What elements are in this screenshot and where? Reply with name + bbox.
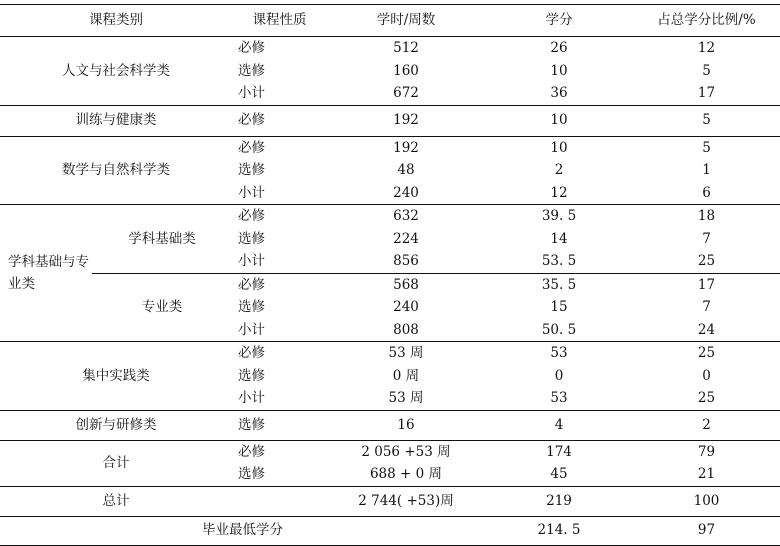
nature-cell: 小计 <box>232 387 327 410</box>
ratio-cell: 79 <box>697 443 716 460</box>
category-discipline: 学科基础与专业类 <box>0 205 92 342</box>
credits-cell: 39. 5 <box>541 208 577 224</box>
nature-cell: 小计 <box>232 82 327 105</box>
ratio-cell: 2 <box>633 410 780 440</box>
table-row <box>0 516 780 545</box>
ratio-cell: 1 <box>702 162 711 178</box>
hours-cell: 16 <box>327 410 485 440</box>
ratio-cell: 21 <box>633 463 780 486</box>
hours-cell: 808 <box>327 319 485 342</box>
table-row <box>0 342 780 365</box>
ratio-cell: 12 <box>697 40 716 56</box>
credits-cell: 4 <box>485 410 633 440</box>
ratio-cell: 5 <box>702 62 711 79</box>
table-row <box>0 440 780 463</box>
table-row <box>0 410 780 440</box>
hours-cell: 160 <box>393 62 419 79</box>
hours-cell: 53 周 <box>327 387 485 410</box>
hours-cell: 2 056 +53 周 <box>361 443 451 460</box>
credits-cell: 53 <box>485 387 633 410</box>
hours-cell: 688 + 0 周 <box>327 463 485 486</box>
hours-cell: 192 <box>393 139 419 156</box>
nature-cell: 小计 <box>232 319 327 342</box>
ratio-cell: 18 <box>697 208 716 224</box>
total-label: 总计 <box>0 486 232 516</box>
category-training: 训练与健康类 <box>0 105 232 136</box>
credits-cell: 10 <box>550 139 568 156</box>
ratio-cell: 6 <box>633 182 780 205</box>
hours-cell: 856 <box>327 250 485 273</box>
credits-cell: 35. 5 <box>541 276 577 293</box>
hours-cell: 568 <box>393 276 419 293</box>
nature-cell <box>232 486 327 516</box>
hours-cell: 224 <box>393 230 419 247</box>
nature-cell: 选修 <box>238 299 265 315</box>
subcategory-basic: 学科基础类 <box>92 205 232 274</box>
nature-cell: 必修 <box>238 40 265 56</box>
hours-cell: 632 <box>393 208 419 224</box>
credits-cell: 50. 5 <box>485 319 633 342</box>
table-row <box>0 37 780 60</box>
header-category: 课程类别 <box>0 5 232 37</box>
nature-cell: 必修 <box>232 105 327 136</box>
subcategory-major: 专业类 <box>92 273 232 342</box>
header-ratio: 占总学分比例/% <box>633 5 780 37</box>
nature-cell: 选修 <box>238 62 265 79</box>
credits-cell: 12 <box>485 182 633 205</box>
table-row <box>0 105 780 136</box>
hours-cell: 48 <box>397 162 415 178</box>
credits-cell: 214. 5 <box>485 516 633 545</box>
ratio-cell: 0 <box>702 367 711 384</box>
credits-cell: 2 <box>554 162 564 178</box>
credits-cell: 26 <box>550 40 568 56</box>
ratio-cell: 5 <box>633 105 780 136</box>
credits-cell: 0 <box>554 367 564 384</box>
header-hours: 学时/周数 <box>327 5 485 37</box>
ratio-cell: 5 <box>702 139 711 156</box>
credits-cell: 10 <box>485 105 633 136</box>
table-row <box>0 486 780 516</box>
hours-cell: 192 <box>327 105 485 136</box>
hours-cell: 512 <box>393 40 419 56</box>
ratio-cell: 100 <box>633 486 780 516</box>
header-nature: 课程性质 <box>232 5 327 37</box>
nature-cell: 选修 <box>232 463 327 486</box>
nature-cell: 必修 <box>238 139 265 156</box>
header-row <box>0 5 780 37</box>
credits-cell: 219 <box>485 486 633 516</box>
category-humanities: 人文与社会科学类 <box>0 37 232 106</box>
credits-cell: 14 <box>550 230 568 247</box>
ratio-cell: 7 <box>702 230 711 247</box>
table-row <box>0 273 780 296</box>
nature-cell: 选修 <box>238 230 265 247</box>
credits-cell: 36 <box>485 82 633 105</box>
credits-cell: 53. 5 <box>485 250 633 273</box>
hours-cell: 53 周 <box>388 345 424 361</box>
nature-cell: 选修 <box>238 367 265 384</box>
category-innovation: 创新与研修类 <box>0 410 232 440</box>
ratio-cell: 24 <box>633 319 780 342</box>
hours-cell: 240 <box>393 299 419 315</box>
credits-cell: 53 <box>550 345 568 361</box>
credits-cell: 10 <box>550 62 568 79</box>
ratio-cell: 17 <box>697 276 716 293</box>
hours-cell: 2 744( +53)周 <box>327 486 485 516</box>
credit-distribution-table <box>0 4 780 546</box>
nature-cell: 必修 <box>238 276 265 293</box>
category-math: 数学与自然科学类 <box>0 136 232 205</box>
ratio-cell: 97 <box>633 516 780 545</box>
category-sum: 合计 <box>0 440 232 486</box>
ratio-cell: 25 <box>633 250 780 273</box>
hours-cell: 672 <box>327 82 485 105</box>
ratio-cell: 7 <box>702 299 711 315</box>
nature-cell: 选修 <box>238 162 265 178</box>
table-row <box>0 205 780 228</box>
ratio-cell: 17 <box>633 82 780 105</box>
category-practice: 集中实践类 <box>0 342 232 411</box>
credits-cell: 45 <box>485 463 633 486</box>
hours-cell: 0 周 <box>392 367 420 384</box>
nature-cell: 小计 <box>232 182 327 205</box>
nature-cell: 选修 <box>232 410 327 440</box>
table-row <box>0 136 780 159</box>
hours-cell: 240 <box>327 182 485 205</box>
ratio-cell: 25 <box>697 345 716 361</box>
nature-cell: 必修 <box>238 443 265 460</box>
credits-cell: 174 <box>546 443 572 460</box>
nature-cell: 必修 <box>238 208 265 224</box>
nature-cell: 小计 <box>232 250 327 273</box>
header-credits: 学分 <box>485 5 633 37</box>
graduation-label: 毕业最低学分 <box>0 516 485 545</box>
credits-cell: 15 <box>550 299 568 315</box>
nature-cell: 必修 <box>238 345 265 361</box>
ratio-cell: 25 <box>633 387 780 410</box>
